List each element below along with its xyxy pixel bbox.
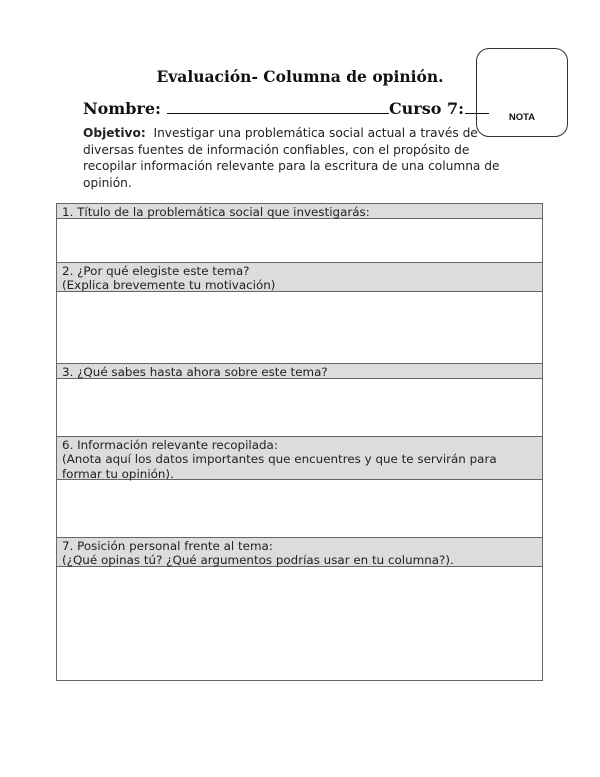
grade-label: NOTA [508, 112, 536, 123]
answer-area-6[interactable] [57, 480, 542, 538]
section-title: 2. ¿Por qué elegiste este tema? [62, 264, 250, 278]
section-title: 6. Información relevante recopilada: [62, 438, 278, 452]
section-header [57, 538, 542, 567]
objective-paragraph [83, 125, 523, 191]
section-instruction: (¿Qué opinas tú? ¿Qué argumentos podrías usar en tu columna?). [62, 553, 454, 568]
answer-area-7[interactable] [57, 567, 542, 680]
objective-text: Investigar una problemática social actual a través de diversas fuentes de información confiables, con el propósito de recopilar información relevante para la escritura de una columna de opinión. [83, 126, 500, 190]
student-info-line [83, 97, 489, 118]
curso-label: Curso 7: [388, 99, 465, 118]
answer-area-3[interactable] [57, 379, 542, 437]
answer-area-2[interactable] [57, 292, 542, 364]
section-title: 1. Título de la problemática social que investigarás: [62, 205, 370, 219]
page-title: Evaluación- Columna de opinión. [156, 67, 444, 86]
section-header [57, 437, 542, 480]
section-instruction: (Explica brevemente tu motivación) [62, 278, 276, 293]
answer-area-1[interactable] [57, 219, 542, 263]
section-title: 7. Posición personal frente al tema: [62, 539, 273, 553]
nombre-label: Nombre: [83, 99, 161, 118]
grade-box[interactable] [476, 48, 568, 137]
section-header [57, 204, 542, 219]
nombre-field[interactable] [167, 97, 389, 114]
worksheet-table [56, 203, 543, 681]
section-instruction: (Anota aquí los datos importantes que encuentres y que te servirán para formar tu opinión). [62, 452, 497, 481]
section-header [57, 263, 542, 292]
section-title: 3. ¿Qué sabes hasta ahora sobre este tema? [62, 365, 328, 379]
objective-label: Objetivo: [83, 126, 146, 140]
section-header [57, 364, 542, 379]
